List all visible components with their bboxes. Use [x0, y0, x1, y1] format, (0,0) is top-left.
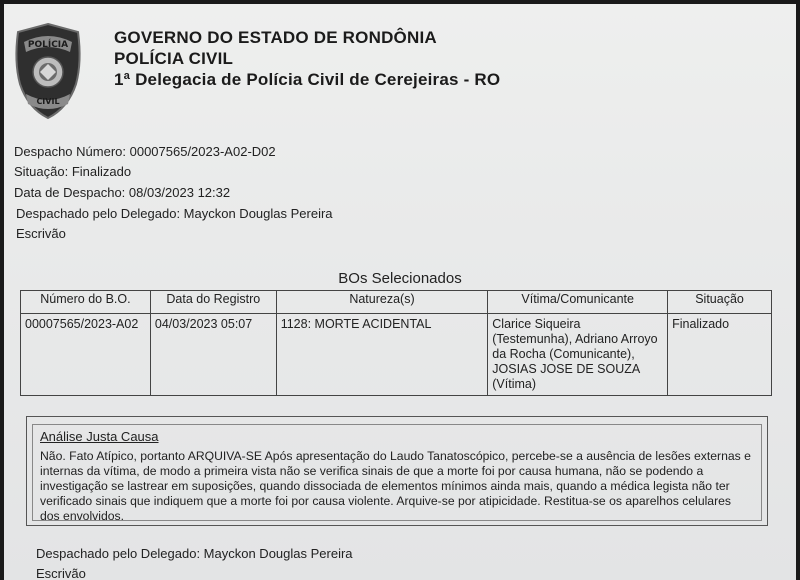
- justa-causa-text: Não. Fato Atípico, portanto ARQUIVA-SE Após apresentação do Laudo Tanatoscópico, percebe-se a ausência de lesões externas e internas da vítima, de modo a primeira vista não se verifica sinais de que a morte foi por causa humana, não se podendo a investigação se lastrear em suposições, quando dissociada de elementos mínimos ainda mais, quando a médica legista não ter verificado sinais que indiquem que a morte foi por causa violente. Arquive-se por atipicidade. Restitua-se os aparelhos celulares dos envolvidos.: [40, 449, 751, 523]
- document-page: [4, 4, 796, 580]
- footer-escrivao: Escrivão: [36, 566, 86, 580]
- header-government: GOVERNO DO ESTADO DE RONDÔNIA: [114, 28, 437, 47]
- col-header-situacao: Situação: [668, 291, 772, 314]
- justa-causa-box: [26, 416, 768, 526]
- cell-natureza: 1128: MORTE ACIDENTAL: [276, 314, 488, 396]
- table-row: [21, 314, 772, 396]
- bos-table: [20, 290, 772, 396]
- despacho-data: Data de Despacho: 08/03/2023 12:32: [14, 185, 231, 200]
- justa-causa-inner-frame: [32, 424, 762, 521]
- despacho-situacao: Situação: Finalizado: [14, 164, 132, 179]
- badge-bottom-text: CIVIL: [36, 97, 60, 106]
- col-header-vitima: Vítima/Comunicante: [488, 291, 668, 314]
- table-header-row: [21, 291, 772, 314]
- badge-top-text: POLÍCIA: [27, 40, 69, 50]
- despacho-escrivao: Escrivão: [16, 226, 66, 241]
- cell-numero: 00007565/2023-A02: [21, 314, 151, 396]
- header-delegacia: 1ª Delegacia de Polícia Civil de Cerejeiras - RO: [114, 70, 501, 89]
- cell-data: 04/03/2023 05:07: [150, 314, 276, 396]
- footer-delegado: Despachado pelo Delegado: Mayckon Douglas Pereira: [36, 546, 353, 561]
- col-header-numero: Número do B.O.: [21, 291, 151, 314]
- header-police: POLÍCIA CIVIL: [114, 49, 234, 68]
- bos-section-title: BOs Selecionados: [338, 270, 462, 287]
- col-header-data: Data do Registro: [150, 291, 276, 314]
- despacho-numero: Despacho Número: 00007565/2023-A02-D02: [14, 144, 276, 159]
- cell-vitima: Clarice Siqueira (Testemunha), Adriano Arroyo da Rocha (Comunicante), JOSIAS JOSE DE SOUZA (Vítima): [488, 314, 668, 396]
- police-badge-logo: [12, 22, 84, 120]
- cell-situacao: Finalizado: [668, 314, 772, 396]
- justa-causa-title: Análise Justa Causa: [40, 429, 159, 444]
- col-header-natureza: Natureza(s): [276, 291, 488, 314]
- despacho-delegado: Despachado pelo Delegado: Mayckon Douglas Pereira: [16, 206, 333, 221]
